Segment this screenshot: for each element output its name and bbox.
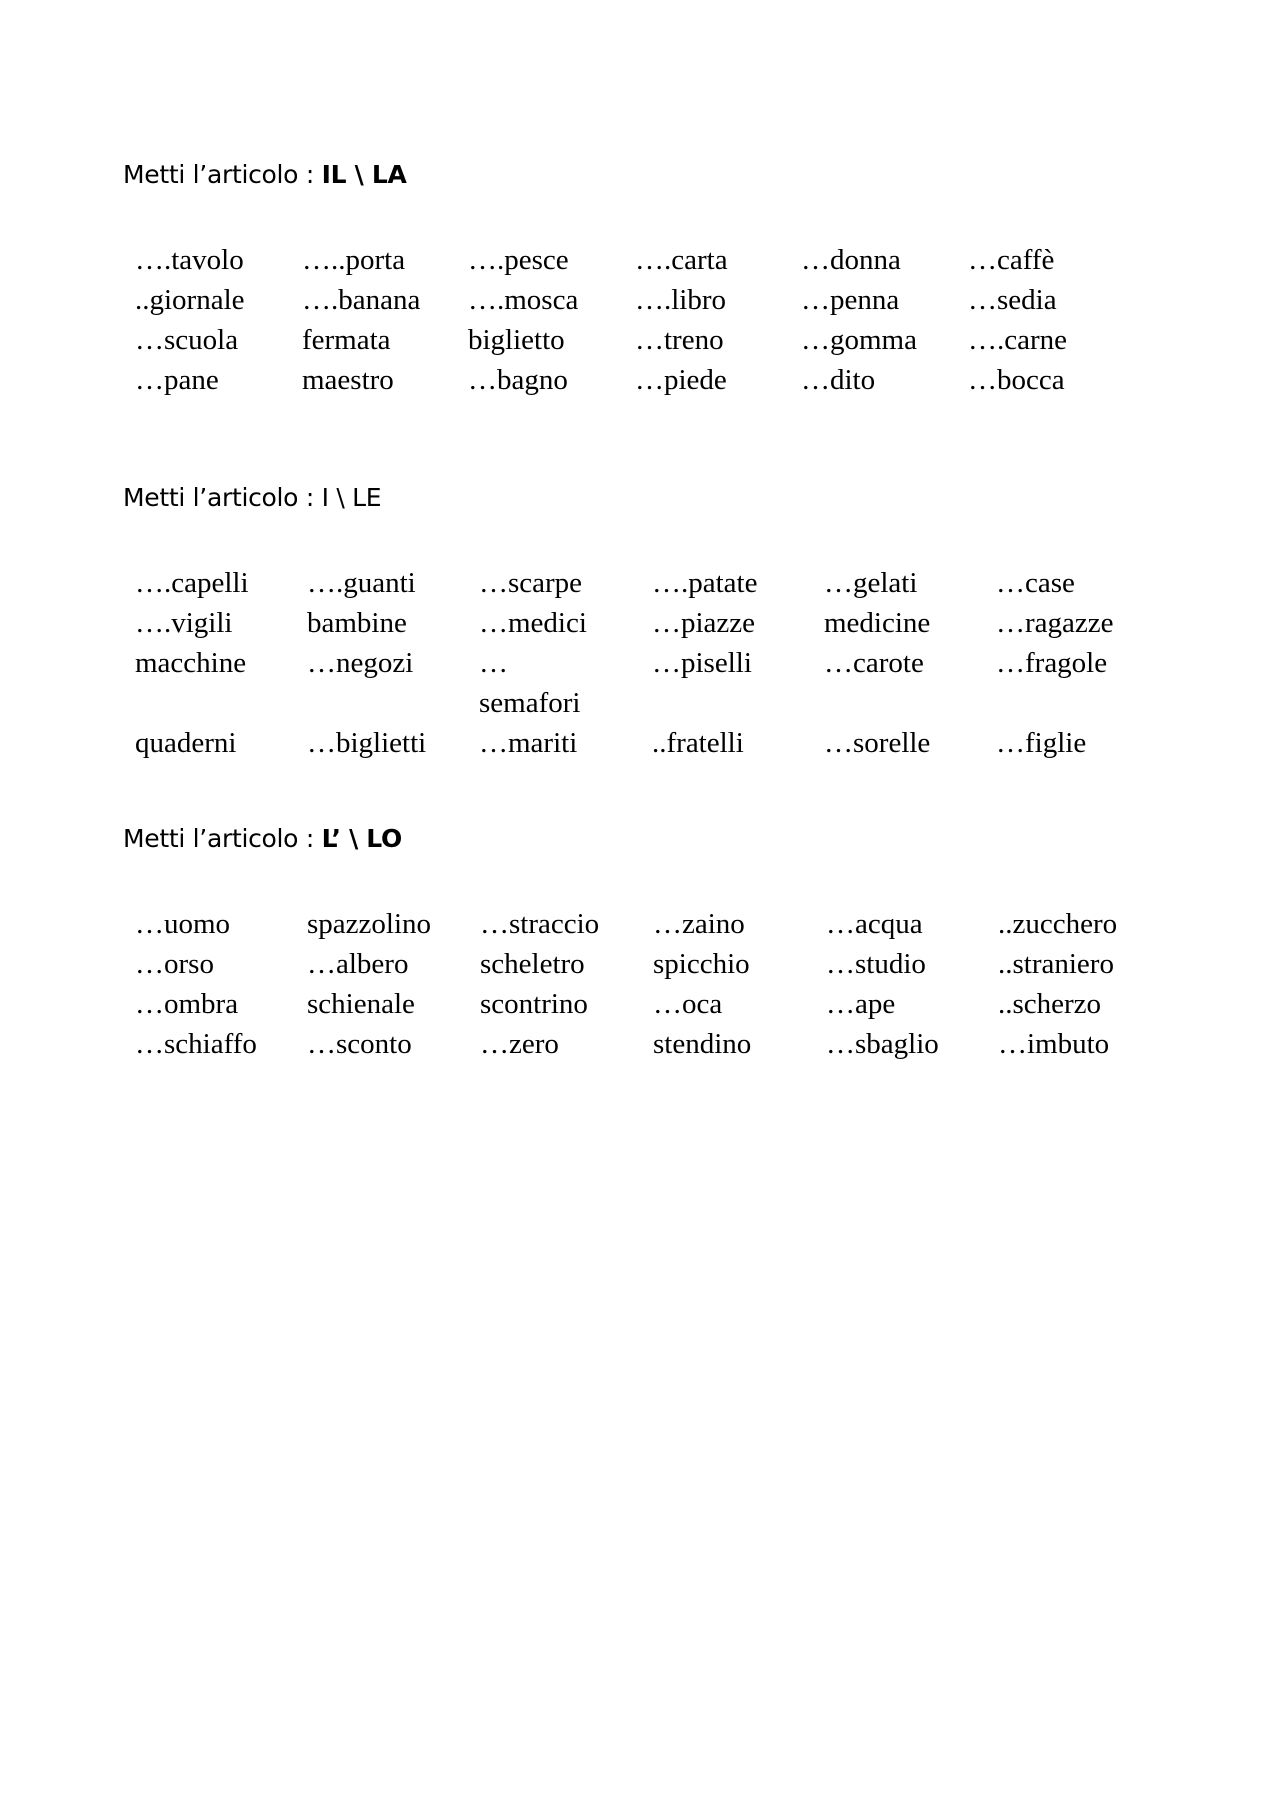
word-cell: scontrino [480, 988, 588, 1020]
word-cell: medicine [824, 607, 931, 639]
word-cell: …medici [479, 607, 587, 639]
word-cell: … semafori [479, 647, 581, 719]
word-cell: …sconto [307, 1028, 412, 1060]
word-cell: …scarpe [479, 567, 583, 599]
word-cell: …biglietti [307, 727, 427, 759]
word-cell: ..fratelli [652, 727, 744, 759]
word-cell: ….vigili [135, 607, 233, 639]
word-cell: …bagno [468, 364, 568, 396]
word-cell: …orso [135, 948, 214, 980]
word-cell: …carote [824, 647, 924, 679]
word-cell: …zaino [653, 908, 745, 940]
word-cell: …case [996, 567, 1075, 599]
word-cell: …gelati [824, 567, 918, 599]
section-heading-il-la [123, 160, 407, 190]
word-cell: …ombra [135, 988, 239, 1020]
word-cell: ….guanti [307, 567, 416, 599]
word-cell: ….capelli [135, 567, 249, 599]
word-cell: …oca [653, 988, 723, 1020]
word-cell: …zero [480, 1028, 559, 1060]
section-heading-i-le [123, 483, 381, 513]
word-cell: …treno [635, 324, 724, 356]
word-cell: …..porta [302, 244, 406, 276]
word-cell: biglietto [468, 324, 565, 356]
word-cell: …straccio [480, 908, 600, 940]
heading-articles: I \ LE [321, 483, 382, 512]
heading-articles: L’ \ LO [321, 824, 403, 853]
word-cell: …ragazze [996, 607, 1114, 639]
word-cell: …figlie [996, 727, 1087, 759]
word-cell: …donna [801, 244, 901, 276]
word-cell: ..giornale [135, 284, 245, 316]
word-cell: ….pesce [468, 244, 569, 276]
word-cell: ….banana [302, 284, 421, 316]
word-cell: ….carta [635, 244, 728, 276]
heading-prefix: Metti l’articolo : [123, 483, 322, 512]
word-cell: …studio [826, 948, 926, 980]
word-cell: …caffè [968, 244, 1055, 276]
word-cell: …negozi [307, 647, 414, 679]
word-cell: macchine [135, 647, 247, 679]
word-cell: quaderni [135, 727, 237, 759]
word-cell: spazzolino [307, 908, 432, 940]
word-cell: …schiaffo [135, 1028, 257, 1060]
word-cell: …penna [801, 284, 900, 316]
word-cell: ….patate [652, 567, 758, 599]
word-cell: ….carne [968, 324, 1068, 356]
word-cell: …sorelle [824, 727, 931, 759]
word-cell: maestro [302, 364, 394, 396]
word-cell: …sbaglio [826, 1028, 939, 1060]
word-cell: ….libro [635, 284, 727, 316]
word-cell: …mariti [479, 727, 578, 759]
word-cell: ..scherzo [998, 988, 1102, 1020]
word-cell: stendino [653, 1028, 752, 1060]
heading-prefix: Metti l’articolo : [123, 824, 322, 853]
word-cell: …scuola [135, 324, 239, 356]
word-cell: …ape [826, 988, 896, 1020]
word-cell: fermata [302, 324, 391, 356]
word-cell: scheletro [480, 948, 585, 980]
word-cell: …gomma [801, 324, 917, 356]
word-cell: ….mosca [468, 284, 579, 316]
word-cell: ..zucchero [998, 908, 1118, 940]
word-cell: …piselli [652, 647, 752, 679]
heading-articles: IL \ LA [321, 160, 407, 189]
section-heading-l-lo [123, 824, 402, 854]
word-cell: …sedia [968, 284, 1057, 316]
word-cell: …acqua [826, 908, 923, 940]
word-cell: …fragole [996, 647, 1108, 679]
word-cell: schienale [307, 988, 415, 1020]
word-cell: …piede [635, 364, 727, 396]
word-cell: ….tavolo [135, 244, 244, 276]
word-cell: …dito [801, 364, 876, 396]
word-cell: …pane [135, 364, 219, 396]
word-cell: …piazze [652, 607, 756, 639]
word-cell: …bocca [968, 364, 1065, 396]
word-cell: spicchio [653, 948, 750, 980]
word-cell: …uomo [135, 908, 231, 940]
word-cell: bambine [307, 607, 407, 639]
word-cell: …imbuto [998, 1028, 1110, 1060]
heading-prefix: Metti l’articolo : [123, 160, 322, 189]
word-cell: ..straniero [998, 948, 1114, 980]
word-cell: …albero [307, 948, 409, 980]
